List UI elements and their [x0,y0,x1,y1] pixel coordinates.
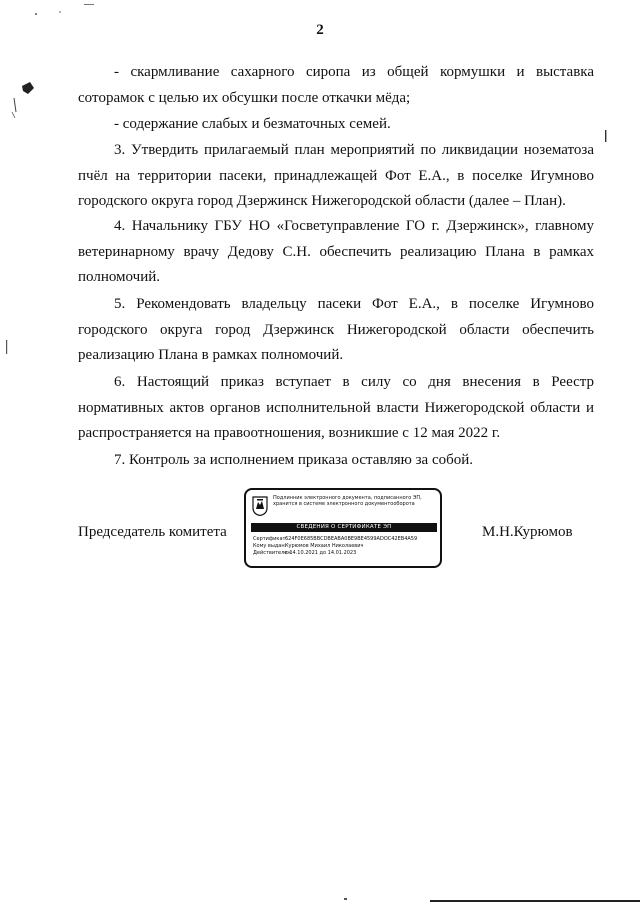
issued-value: Курюмов Михаил Николаевич [285,543,364,549]
page-number: 2 [316,22,324,38]
paragraph-lead: 4. [114,218,126,234]
certificate-label: Сертификат: [253,536,288,542]
stamp-title-bar: СВЕДЕНИЯ О СЕРТИФИКАТЕ ЭП [251,523,437,532]
certificate-value: 624F0E685BBCDBEABA0BE9BE4599ADOC42EB4A59 [285,536,418,542]
stamp-header: Подлинник электронного документа, подписанного ЭП, хранится в системе электронного документооборота [273,495,422,507]
paragraph-lead: 5. [114,296,126,312]
valid-value: с 14.10.2021 до 14.01.2023 [285,550,357,556]
paragraph-lead: 7. [114,452,126,468]
paragraph-text: Контроль за исполнением приказа оставляю за собой. [129,452,474,468]
valid-label: Действителен: [253,550,293,556]
paragraph-text: содержание слабых и безматочных семей. [122,116,391,132]
paragraph-text: Рекомендовать владельцу пасеки Фот Е.А., в поселке Игумново городского округа город Дзержинск Нижегородской области обеспечить реализацию Плана в рамках полномочий. [78,296,595,363]
signer-name: М.Н.Курюмов [482,524,573,540]
paragraph-text: Настоящий приказ вступает в силу со дня внесения в Реестр нормативных актов органов исполнительной власти Нижегородской области и распространяется на правоотношения, возникшие с 12 мая 2022 г. [78,374,594,441]
signer-title: Председатель комитета [78,524,227,540]
paragraph-lead: 6. [114,374,126,390]
paragraph-text: Начальнику ГБУ НО «Госветуправление ГО г. Дзержинск», главному ветеринарному врачу Дедову С.Н. обеспечить реализацию Плана в рамках полномочий. [78,218,594,285]
paragraph-text: скармливание сахарного сиропа из общей кормушки и выставка сотoрамок с целью их обсушки после откачки мёда; [78,64,595,106]
paragraph-text: Утвердить прилагаемый план мероприятий по ликвидации нозематоза пчёл на территории пасеки, принадлежащей Фот Е.А., в поселке Игумново городского округа город Дзержинск Нижегородской области (далее – План). [78,142,594,209]
paragraph-lead: - [114,64,119,80]
paragraph-lead: 3. [114,142,126,158]
issued-label: Кому выдан: [253,543,287,549]
paragraph-lead: - [114,116,119,132]
